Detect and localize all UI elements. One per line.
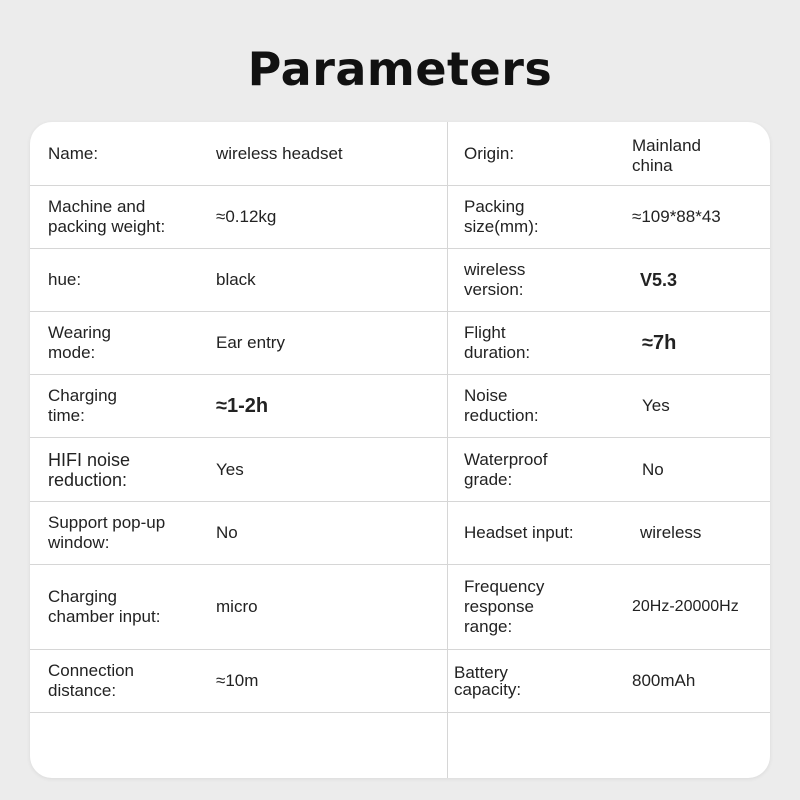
param-label: Waterproof grade: [464,449,548,489]
param-value: 20Hz-20000Hz [632,598,739,615]
param-value: wireless headset [216,143,343,163]
param-label: HIFI noise reduction: [48,449,131,490]
param-value: ≈7h [642,332,677,354]
param-value: Ear entry [216,333,285,352]
table-row [30,312,770,375]
table-row [30,565,770,650]
param-label: Battery capacity: [454,663,522,699]
param-label: Flight duration: [464,323,531,362]
param-value: 800mAh [632,671,696,690]
param-label: Frequency response range: [464,577,545,636]
param-value: micro [216,597,258,616]
param-value: V5.3 [640,270,678,290]
param-label: Headset input: [464,523,574,542]
table-row [30,249,770,312]
param-label: Packing size(mm): [464,197,539,236]
parameters-table [30,122,770,778]
param-value: ≈0.12kg [216,207,277,226]
table-row [30,438,770,502]
table-row [30,375,770,438]
param-value: wireless [640,523,702,542]
param-value: ≈10m [216,671,259,690]
param-value: Yes [642,396,670,415]
param-label: Support pop-up window: [48,513,166,552]
param-label: wireless version: [464,260,526,299]
param-value: No [216,523,238,542]
param-label: Noise reduction: [464,386,539,425]
table-row [30,502,770,565]
param-value: No [642,459,664,479]
table-row [30,186,770,249]
param-label: Origin: [464,143,515,163]
param-value: Yes [216,459,244,479]
param-value: Mainland china [632,136,701,175]
param-label: hue: [48,270,82,289]
param-label: Charging time: [48,386,117,425]
param-label: Machine and packing weight: [48,197,166,236]
param-label: Connection distance: [48,661,135,700]
param-label: Wearing mode: [48,323,111,362]
param-value: black [216,270,256,289]
table-row [30,122,770,186]
param-value: ≈109*88*43 [632,207,721,226]
param-value: ≈1-2h [216,395,269,417]
page-title: Parameters [247,42,553,96]
param-label: Name: [48,143,99,163]
table-row [30,650,770,713]
param-label: Charging chamber input: [48,587,161,626]
